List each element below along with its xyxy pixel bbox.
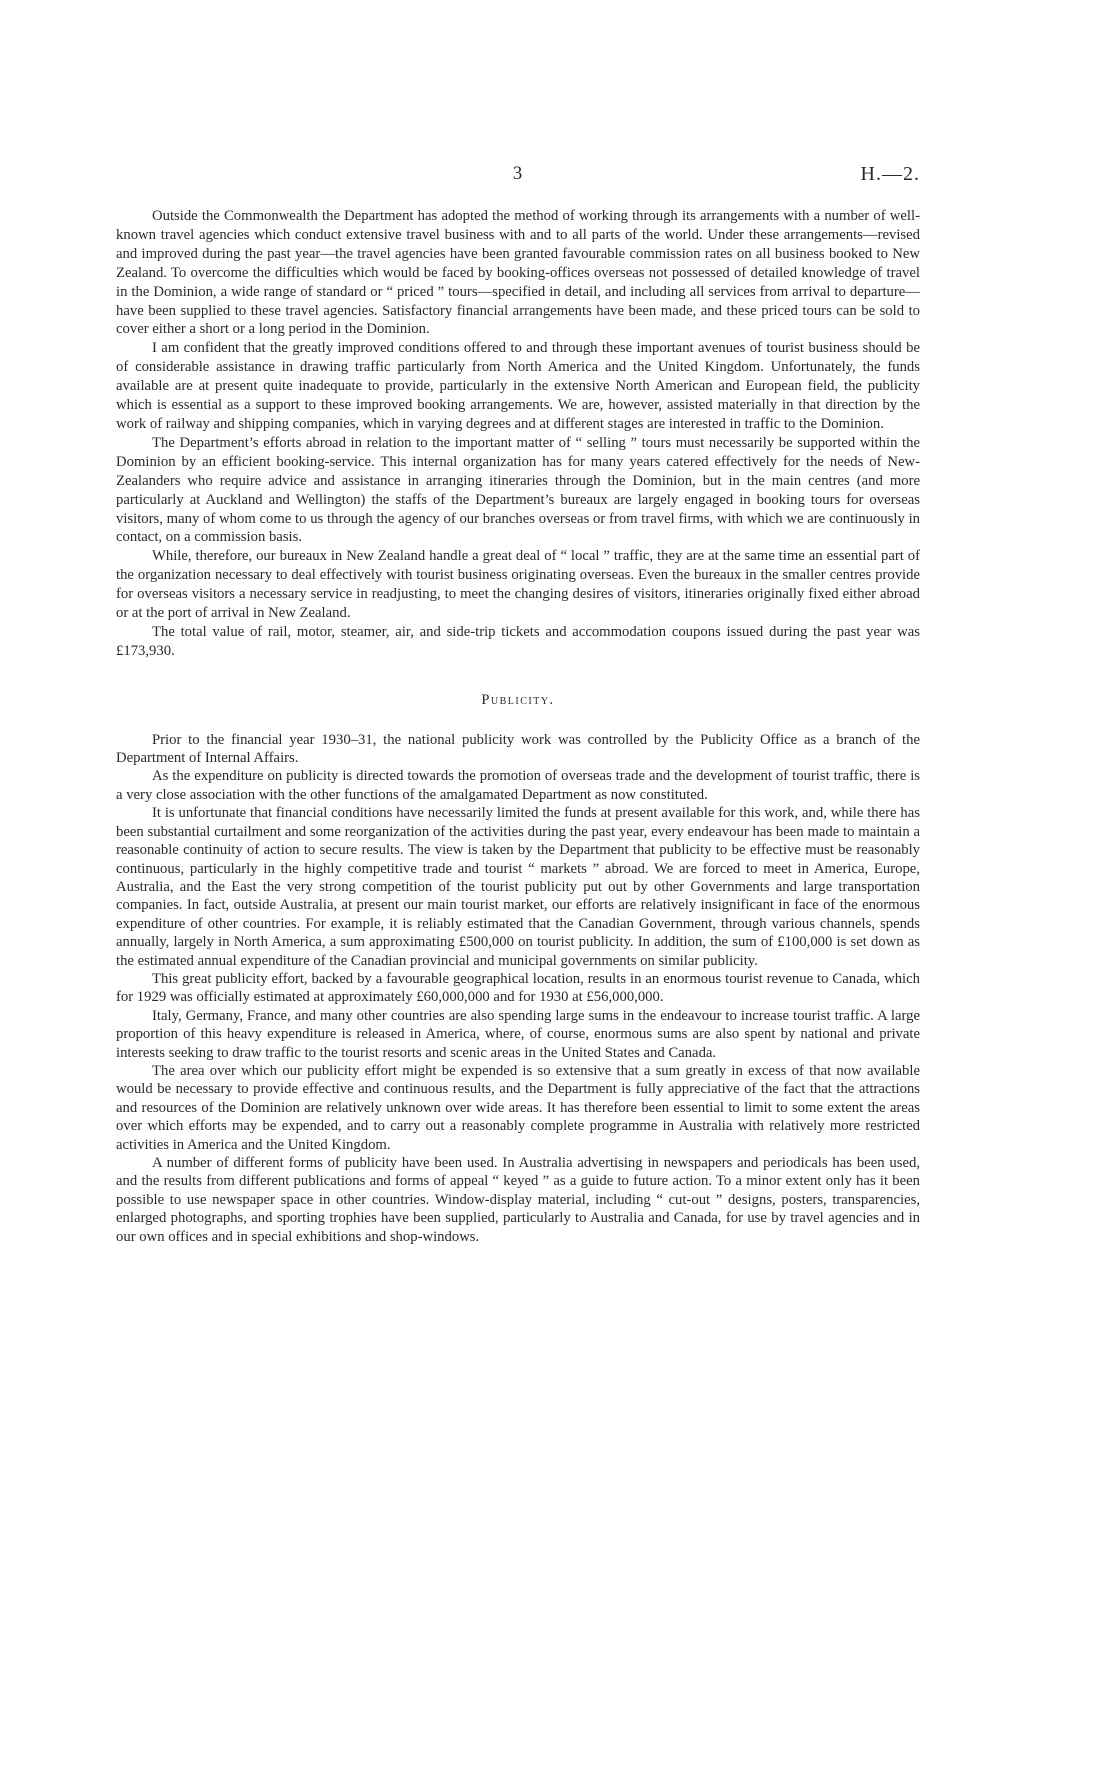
- paragraph: Outside the Commonwealth the Department has adopted the method of working through its arrangements with a number of well-known travel agencies which conduct extensive travel business with and to all parts of the world. Under these arrangements—revised and improved during the past year—the travel agencies have been granted favourable commission rates on all business booked to New Zealand. To overcome the difficulties which would be faced by booking-offices overseas not possessed of detailed knowledge of travel in the Dominion, a wide range of standard or “ priced ” tours—specified in detail, and including all services from arrival to departure—have been supplied to these travel agencies. Satisfactory financial arrangements have been made, and these priced tours can be sold to cover either a short or a long period in the Dominion.: [116, 208, 920, 338]
- page-header: [118, 163, 918, 187]
- body-text: [116, 207, 920, 1246]
- section-publicity: [116, 731, 920, 1246]
- paragraph: The Department’s efforts abroad in relation to the important matter of “ selling ” tours must necessarily be supported within the Dominion by an efficient booking-service. This internal organization has for many years catered effectively for the needs of New-Zealanders who require advice and assistance in arranging itineraries through the Dominion, but in the main centres (and more particularly at Auckland and Wellington) the staffs of the Department’s bureaux are largely engaged in booking tours for overseas visitors, many of whom come to us through the agency of our branches overseas or from travel firms, with which we are continuously in contact, on a commission basis.: [116, 434, 920, 546]
- section-heading: Publicity.: [481, 691, 555, 708]
- paragraph: The total value of rail, motor, steamer, air, and side-trip tickets and accommodation coupons issued during the past year was £173,930.: [116, 623, 920, 659]
- paragraph: A number of different forms of publicity have been used. In Australia advertising in newspapers and periodicals has been used, and the results from different publications and forms of appeal “ keyed ” as a guide to future action. To a minor extent only has it been possible to use newspaper space in other countries. Window-display material, including “ cut-out ” designs, posters, transparencies, enlarged photographs, and sporting trophies have been supplied, particularly to Australia and Canada, for use by travel agencies and in our own offices and in special exhibitions and shop-windows.: [116, 1155, 920, 1245]
- paragraph: While, therefore, our bureaux in New Zealand handle a great deal of “ local ” traffic, they are at the same time an essential part of the organization necessary to deal effectively with tourist business originating overseas. Even the bureaux in the smaller centres provide for overseas visitors a necessary service in readjusting, to meet the changing desires of visitors, itineraries originally fixed either abroad or at the port of arrival in New Zealand.: [116, 548, 920, 622]
- paragraph: Italy, Germany, France, and many other countries are also spending large sums in the endeavour to increase tourist traffic. A large proportion of this heavy expenditure is released in America, where, of course, enormous sums are also spent by national and private interests seeking to draw traffic to the tourist resorts and scenic areas in the United States and Canada.: [116, 1007, 920, 1061]
- paragraph: I am confident that the greatly improved conditions offered to and through these important avenues of tourist business should be of considerable assistance in drawing traffic particularly from North America and the United Kingdom. Unfortunately, the funds available are at present quite inadequate to provide, particularly in the extensive North American and European field, the publicity which is essential as a support to these improved booking arrangements. We are, however, assisted materially in that direction by the work of railway and shipping companies, which in varying degrees and at different stages are interested in traffic to the Dominion.: [116, 340, 920, 432]
- section-travel-agencies: [116, 207, 920, 661]
- page-number: 3: [512, 163, 524, 184]
- paragraph: The area over which our publicity effort might be expended is so extensive that a sum greatly in excess of that now available would be necessary to provide effective and continuous results, and the Department is fully appreciative of the fact that the attractions and resources of the Dominion are relatively unknown over wide areas. It has therefore been essential to limit to some extent the areas over which efforts may be expended, and to carry out a reasonably complete programme in Australia with relatively more restricted activities in America and the United Kingdom.: [116, 1062, 920, 1153]
- paragraph: This great publicity effort, backed by a favourable geographical location, results in an enormous tourist revenue to Canada, which for 1929 was officially estimated at approximately £60,000,000 and for 1930 at £56,000,000.: [116, 970, 920, 1006]
- page-reference: H.—2.: [860, 163, 920, 185]
- paragraph: It is unfortunate that financial conditions have necessarily limited the funds at present available for this work, and, while there has been substantial curtailment and some reorganization of the activities during the past year, every endeavour has been made to maintain a reasonable continuity of action to secure results. The view is taken by the Department that publicity to be effective must be reasonably continuous, particularly in the highly competitive trade and tourist “ markets ” abroad. We are forced to meet in America, Europe, Australia, and the East the very strong competition of the tourist publicity put out by other Governments and large transportation companies. In fact, outside Australia, at present our main tourist market, our efforts are relatively insignificant in face of the enormous expenditure of other countries. For example, it is reliably estimated that the Canadian Government, through various channels, spends annually, largely in North America, a sum approximating £500,000 on tourist publicity. In addition, the sum of £100,000 is set down as the estimated annual expenditure of the Canadian provincial and municipal governments on similar publicity.: [116, 805, 920, 969]
- paragraph: Prior to the financial year 1930–31, the national publicity work was controlled by the Publicity Office as a branch of the Department of Internal Affairs.: [116, 731, 920, 767]
- paragraph: As the expenditure on publicity is directed towards the promotion of overseas trade and the development of tourist traffic, there is a very close association with the other functions of the amalgamated Department as now constituted.: [116, 768, 920, 803]
